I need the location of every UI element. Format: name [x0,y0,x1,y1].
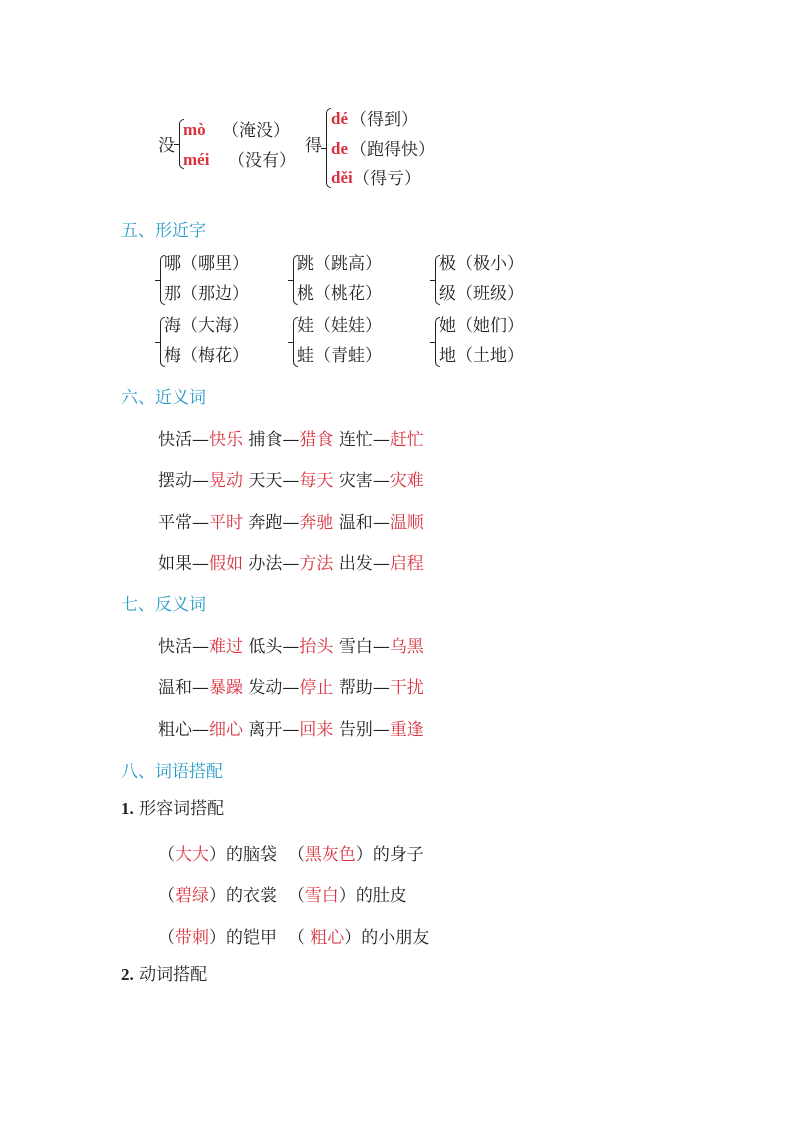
paren: （ [158,928,175,948]
answer: 启程 [389,554,424,574]
subsection-number: 2. [121,965,134,984]
dash: — [282,513,300,533]
answer: 假如 [209,554,243,574]
answer: 停止 [299,678,334,698]
phrase: 的衣裳 [226,886,277,906]
paren: ） [355,845,373,865]
answer: 碧绿 [175,886,209,906]
paren: ） [338,886,356,906]
answer: 方法 [299,554,334,574]
pinyin: de [331,139,348,158]
word: 快活 [158,430,192,450]
word: 捕食 [248,430,283,450]
paren: ） [209,928,226,948]
polyphone-char: 没 [158,136,175,156]
answer: 晃动 [209,471,243,491]
polyphone-char: 得 [305,136,322,156]
dash: — [192,471,209,491]
subsection-label: 形容词搭配 [139,799,225,819]
word: 帮助 [338,678,373,698]
paren: （ [158,886,175,906]
synonym-row [158,425,424,450]
dash: — [192,637,209,657]
example-word: （跑得快） [350,140,435,160]
example-word: （得到） [350,110,418,130]
dash: — [372,471,390,491]
similar-char: 地（土地） [439,346,524,366]
answer: 抬头 [299,637,334,657]
answer: 奔驰 [299,513,334,533]
paren: （ [158,845,175,865]
section-title-synonyms: 六、近义词 [121,388,206,408]
answer: 每天 [299,471,334,491]
phrase: 的身子 [372,845,424,865]
dash: — [192,513,209,533]
similar-char: 极（极小） [439,254,524,274]
dash: — [372,554,390,574]
word: 温和 [158,678,192,698]
answer: 平时 [209,513,243,533]
subsection-verb [121,965,207,985]
dash: — [282,637,300,657]
dash: — [282,471,300,491]
paren: （ [287,928,311,948]
antonym-row [158,715,424,740]
answer: 带刺 [175,928,209,948]
subsection-number: 1. [121,799,134,818]
dash: — [372,637,390,657]
pinyin: méi [183,150,210,169]
phrase: 的脑袋 [226,845,277,865]
word: 快活 [158,637,192,657]
word: 出发 [338,554,373,574]
section-title-collocations: 八、词语搭配 [121,762,223,782]
similar-char: 蛙（青蛙） [297,346,382,366]
similar-char: 跳（跳高） [297,254,382,274]
section-title-antonyms: 七、反义词 [121,595,206,615]
dash: — [192,554,209,574]
word: 温和 [338,513,373,533]
paren: ） [209,886,226,906]
dash: — [192,678,209,698]
word: 告别 [338,720,373,740]
similar-char: 海（大海） [164,316,249,336]
word: 天天 [248,471,283,491]
word: 连忙 [338,430,373,450]
similar-char: 哪（哪里） [164,254,249,274]
synonym-row [158,466,424,491]
answer: 大大 [175,845,209,865]
word: 办法 [248,554,283,574]
answer: 重逢 [389,720,424,740]
example-word: （淹没） [222,121,290,141]
collocation-row [158,840,424,865]
answer: 回来 [299,720,334,740]
dash: — [282,554,300,574]
phrase: 的肚皮 [355,886,407,906]
similar-char: 她（她们） [439,316,524,336]
word: 奔跑 [248,513,283,533]
example-word: （没有） [228,151,296,171]
word: 离开 [248,720,283,740]
word: 低头 [248,637,283,657]
paren: （ [287,886,305,906]
word: 摆动 [158,471,192,491]
pinyin: děi [331,168,353,187]
synonym-row [158,549,424,574]
dash: — [282,678,300,698]
answer: 赶忙 [389,430,424,450]
pinyin: dé [331,109,348,128]
synonym-row [158,508,424,533]
answer: 细心 [209,720,243,740]
paren: ） [344,928,362,948]
answer: 黑灰色 [304,845,356,865]
dash: — [282,430,300,450]
word: 发动 [248,678,283,698]
antonym-row [158,673,424,698]
word: 雪白 [338,637,373,657]
antonym-row [158,632,424,657]
answer: 灾难 [389,471,424,491]
dash: — [192,720,209,740]
dash: — [372,678,390,698]
dash: — [372,513,390,533]
answer: 猎食 [299,430,334,450]
collocation-row [158,881,407,906]
subsection-label: 动词搭配 [139,965,208,985]
word: 灾害 [338,471,373,491]
answer: 粗心 [310,928,345,948]
similar-char: 娃（娃娃） [297,316,382,336]
dash: — [372,720,390,740]
dash: — [192,430,209,450]
answer: 雪白 [304,886,339,906]
similar-char: 桃（桃花） [297,284,382,304]
section-title-similar-chars: 五、形近字 [121,221,206,241]
answer: 难过 [209,637,243,657]
phrase: 的铠甲 [226,928,277,948]
subsection-adjective [121,799,224,819]
similar-char: 级（班级） [439,284,524,304]
answer: 乌黑 [389,637,424,657]
phrase: 的小朋友 [361,928,430,948]
paren: ） [209,845,226,865]
word: 如果 [158,554,192,574]
pinyin: mò [183,120,206,139]
similar-char: 那（那边） [164,284,249,304]
dash: — [282,720,300,740]
example-word: （得亏） [353,169,421,189]
word: 平常 [158,513,192,533]
paren: （ [287,845,305,865]
word: 粗心 [158,720,192,740]
answer: 干扰 [389,678,424,698]
dash: — [372,430,390,450]
answer: 暴躁 [209,678,243,698]
similar-char: 梅（梅花） [164,346,249,366]
collocation-row [158,923,429,948]
answer: 快乐 [209,430,243,450]
answer: 温顺 [389,513,424,533]
